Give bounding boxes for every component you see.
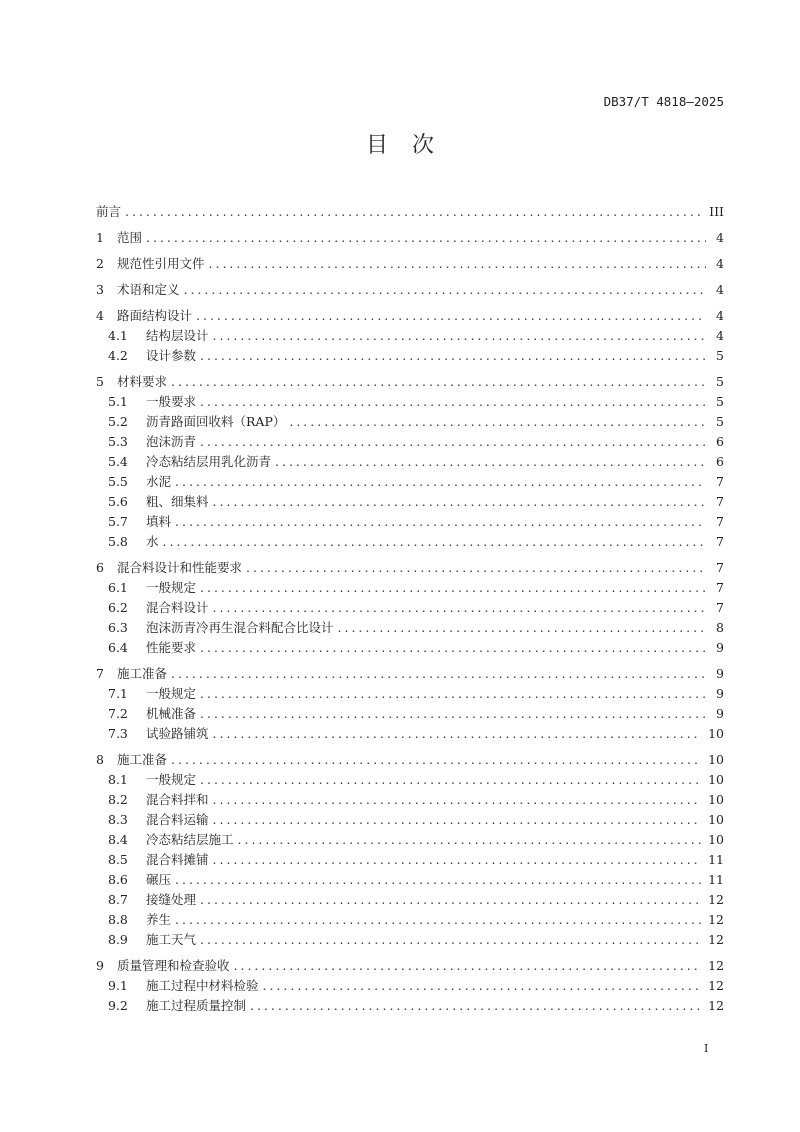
dot-leader [171, 372, 706, 392]
toc-entry-label: 结构层设计 [146, 328, 209, 343]
dot-leader [146, 228, 706, 248]
toc-entry-page: 5 [716, 374, 724, 389]
dot-leader [171, 664, 706, 684]
toc-entry-number: 6.2 [108, 600, 128, 615]
toc-entry-page: 12 [708, 958, 724, 973]
toc-entry-number: 3 [96, 282, 104, 297]
dot-leader [238, 830, 703, 850]
toc-entry[interactable] [96, 684, 724, 704]
toc-entry-label: 泡沫沥青冷再生混合料配合比设计 [146, 620, 334, 635]
toc-entry-label: 冷态粘结层用乳化沥青 [146, 454, 272, 469]
toc-entry-number: 4 [96, 308, 104, 323]
toc-entry-page: 9 [716, 686, 724, 701]
toc-entry-label: 泡沫沥青 [146, 434, 197, 449]
toc-entry-number: 5.6 [108, 494, 128, 509]
dot-leader [213, 598, 706, 618]
dot-leader [200, 704, 706, 724]
toc-entry-page: 12 [708, 998, 724, 1013]
toc-entry-label: 性能要求 [146, 640, 197, 655]
toc-entry-label: 施工天气 [146, 932, 197, 947]
toc-entry[interactable] [96, 472, 724, 492]
toc-entry-label: 混合料设计和性能要求 [117, 560, 243, 575]
dot-leader [200, 930, 702, 950]
toc-entry[interactable] [96, 598, 724, 618]
toc-entry-number: 5.5 [108, 474, 128, 489]
toc-entry-number: 5.8 [108, 534, 128, 549]
toc-entry-number: 8 [96, 752, 104, 767]
toc-entry[interactable] [96, 372, 724, 392]
toc-entry-label: 混合料设计 [146, 600, 209, 615]
toc-entry-label: 一般规定 [146, 686, 197, 701]
toc-entry[interactable] [96, 412, 724, 432]
toc-entry-number: 5.3 [108, 434, 128, 449]
toc-entry-label: 沥青路面回收料（RAP） [146, 414, 286, 429]
toc-entry-page: 5 [716, 394, 724, 409]
dot-leader [200, 770, 702, 790]
toc-entry-label: 冷态粘结层施工 [146, 832, 234, 847]
toc-entry[interactable] [96, 558, 724, 578]
toc-entry-label: 一般要求 [146, 394, 197, 409]
toc-entry-number: 5.4 [108, 454, 128, 469]
toc-entry[interactable] [96, 996, 724, 1016]
toc-entry-page: 10 [708, 752, 724, 767]
dot-leader [275, 452, 706, 472]
toc-entry-label: 设计参数 [146, 348, 197, 363]
toc-entry-number: 6.4 [108, 640, 128, 655]
dot-leader [200, 392, 706, 412]
dot-leader [250, 996, 702, 1016]
toc-entry-page: 7 [716, 580, 724, 595]
toc-entry-number: 8.2 [108, 792, 128, 807]
toc-entry-number: 6.3 [108, 620, 128, 635]
dot-leader [184, 280, 706, 300]
toc-entry-page: 6 [716, 454, 724, 469]
toc-entry[interactable] [96, 306, 724, 326]
toc-entry-number: 4.2 [108, 348, 128, 363]
toc-entry-page: 10 [708, 812, 724, 827]
toc-entry-page: 7 [716, 600, 724, 615]
toc-entry-number: 8.1 [108, 772, 128, 787]
dot-leader [213, 724, 703, 744]
toc-entry-page: 7 [716, 474, 724, 489]
toc-entry-number: 6 [96, 560, 104, 575]
dot-leader [200, 432, 706, 452]
toc-entry-label: 一般规定 [146, 580, 197, 595]
toc-entry-number: 8.7 [108, 892, 128, 907]
toc-entry[interactable] [96, 452, 724, 472]
toc-entry[interactable] [96, 392, 724, 412]
toc-entry-label: 路面结构设计 [117, 308, 193, 323]
toc-entry-label: 接缝处理 [146, 892, 197, 907]
toc-entry[interactable] [96, 492, 724, 512]
toc-entry[interactable] [96, 432, 724, 452]
toc-entry-page: 8 [716, 620, 724, 635]
toc-entry-label: 范围 [117, 230, 143, 245]
toc-entry-label: 施工准备 [117, 752, 168, 767]
dot-leader [213, 492, 706, 512]
toc-entry-page: 4 [716, 308, 724, 323]
toc-entry-label: 碾压 [146, 872, 172, 887]
dot-leader [246, 558, 706, 578]
toc-entry-label: 粗、细集料 [146, 494, 209, 509]
toc-entry-number: 5.2 [108, 414, 128, 429]
toc-entry-label: 材料要求 [117, 374, 168, 389]
toc-entry-page: 11 [708, 852, 724, 867]
toc-entry-label: 混合料运输 [146, 812, 209, 827]
dot-leader [125, 202, 703, 222]
toc-entry[interactable] [96, 254, 724, 274]
toc-entry-number: 5.7 [108, 514, 128, 529]
dot-leader [338, 618, 706, 638]
toc-entry[interactable] [96, 532, 724, 552]
toc-entry-number: 8.3 [108, 812, 128, 827]
toc-entry-label: 水 [146, 534, 159, 549]
dot-leader [163, 532, 706, 552]
toc-entry-label: 填料 [146, 514, 172, 529]
page-number: I [704, 1042, 709, 1055]
toc-entry[interactable] [96, 750, 724, 770]
toc-entry-page: 9 [716, 666, 724, 681]
toc-entry[interactable] [96, 956, 724, 976]
toc-entry-label: 一般规定 [146, 772, 197, 787]
toc-entry-number: 8.4 [108, 832, 128, 847]
toc-entry[interactable] [96, 770, 724, 790]
toc-entry-label: 混合料摊铺 [146, 852, 209, 867]
toc-entry[interactable] [96, 890, 724, 910]
toc-entry-page: 12 [708, 932, 724, 947]
toc-entry-page: 10 [708, 772, 724, 787]
dot-leader [171, 750, 702, 770]
dot-leader [213, 326, 706, 346]
toc-entry[interactable] [96, 578, 724, 598]
toc-entry[interactable] [96, 618, 724, 638]
toc-entry-label: 试验路铺筑 [146, 726, 209, 741]
dot-leader [200, 578, 706, 598]
toc-entry-page: 9 [716, 706, 724, 721]
toc-entry-page: 7 [716, 560, 724, 575]
standard-number: DB37/T 4818—2025 [603, 94, 724, 109]
dot-leader [263, 976, 703, 996]
toc-entry-page: 5 [716, 348, 724, 363]
toc-entry-number: 1 [96, 230, 104, 245]
toc-entry[interactable] [96, 976, 724, 996]
toc-entry[interactable] [96, 638, 724, 658]
toc-entry-page: 4 [716, 328, 724, 343]
dot-leader [200, 890, 702, 910]
toc-entry[interactable] [96, 790, 724, 810]
page-title: 目次 [365, 133, 458, 158]
toc-entry[interactable] [96, 910, 724, 930]
dot-leader [213, 790, 703, 810]
toc-entry-number: 4.1 [108, 328, 128, 343]
dot-leader [200, 346, 706, 366]
dot-leader [175, 870, 702, 890]
toc-entry-number: 8.8 [108, 912, 128, 927]
dot-leader [234, 956, 703, 976]
toc-entry-label: 施工过程质量控制 [146, 998, 247, 1013]
toc-entry-page: 10 [708, 726, 724, 741]
toc-entry-page: 9 [716, 640, 724, 655]
toc-entry-label: 质量管理和检查验收 [117, 958, 230, 973]
toc-entry[interactable] [96, 704, 724, 724]
toc-entry[interactable] [96, 870, 724, 890]
toc-entry-number: 8.5 [108, 852, 128, 867]
toc-entry-number: 8.9 [108, 932, 128, 947]
toc-entry-page: 7 [716, 534, 724, 549]
toc-entry[interactable] [96, 830, 724, 850]
toc-entry[interactable] [96, 664, 724, 684]
toc-entry-label: 规范性引用文件 [117, 256, 205, 271]
dot-leader [175, 512, 706, 532]
dot-leader [196, 306, 706, 326]
dot-leader [213, 810, 703, 830]
toc-entry-page: 5 [716, 414, 724, 429]
toc-entry-label: 混合料拌和 [146, 792, 209, 807]
toc-entry-page: 4 [716, 230, 724, 245]
toc-entry-label: 水泥 [146, 474, 172, 489]
toc-entry-label: 养生 [146, 912, 172, 927]
toc-entry-label: 机械准备 [146, 706, 197, 721]
dot-leader [200, 638, 706, 658]
toc-entry-number: 7.2 [108, 706, 128, 721]
toc-entry-label: 术语和定义 [117, 282, 180, 297]
dot-leader [175, 472, 706, 492]
toc-entry-number: 8.6 [108, 872, 128, 887]
toc-entry-page: III [709, 204, 724, 219]
toc-entry-page: 6 [716, 434, 724, 449]
toc-entry-number: 5 [96, 374, 104, 389]
toc-entry[interactable] [96, 326, 724, 346]
toc-entry-number: 2 [96, 256, 104, 271]
toc-entry-number: 6.1 [108, 580, 128, 595]
toc-entry-page: 10 [708, 832, 724, 847]
dot-leader [175, 910, 702, 930]
toc-entry-number: 9.2 [108, 998, 128, 1013]
toc-entry[interactable] [96, 512, 724, 532]
toc-entry[interactable] [96, 810, 724, 830]
dot-leader [209, 254, 706, 274]
dot-leader [289, 412, 706, 432]
toc-entry-page: 7 [716, 514, 724, 529]
toc-entry-page: 4 [716, 256, 724, 271]
toc-entry[interactable] [96, 346, 724, 366]
toc-entry-label: 前言 [96, 204, 122, 219]
toc-entry-page: 12 [708, 892, 724, 907]
toc-entry-page: 10 [708, 792, 724, 807]
toc-entry-page: 12 [708, 978, 724, 993]
toc-entry-number: 5.1 [108, 394, 128, 409]
toc-entry-number: 7.1 [108, 686, 128, 701]
toc-entry[interactable] [96, 724, 724, 744]
toc-entry-number: 7.3 [108, 726, 128, 741]
toc-entry[interactable] [96, 280, 724, 300]
toc-entry-page: 4 [716, 282, 724, 297]
toc-entry-number: 7 [96, 666, 104, 681]
toc-entry[interactable] [96, 850, 724, 870]
toc-entry-page: 12 [708, 912, 724, 927]
dot-leader [213, 850, 703, 870]
toc-entry-label: 施工过程中材料检验 [146, 978, 259, 993]
toc-entry-label: 施工准备 [117, 666, 168, 681]
toc-entry[interactable] [96, 930, 724, 950]
toc-entry-page: 7 [716, 494, 724, 509]
toc-entry-number: 9 [96, 958, 104, 973]
toc-entry[interactable] [96, 228, 724, 248]
table-of-contents [96, 202, 724, 1016]
toc-entry-page: 11 [708, 872, 724, 887]
dot-leader [200, 684, 706, 704]
toc-entry[interactable] [96, 202, 724, 222]
toc-entry-number: 9.1 [108, 978, 128, 993]
